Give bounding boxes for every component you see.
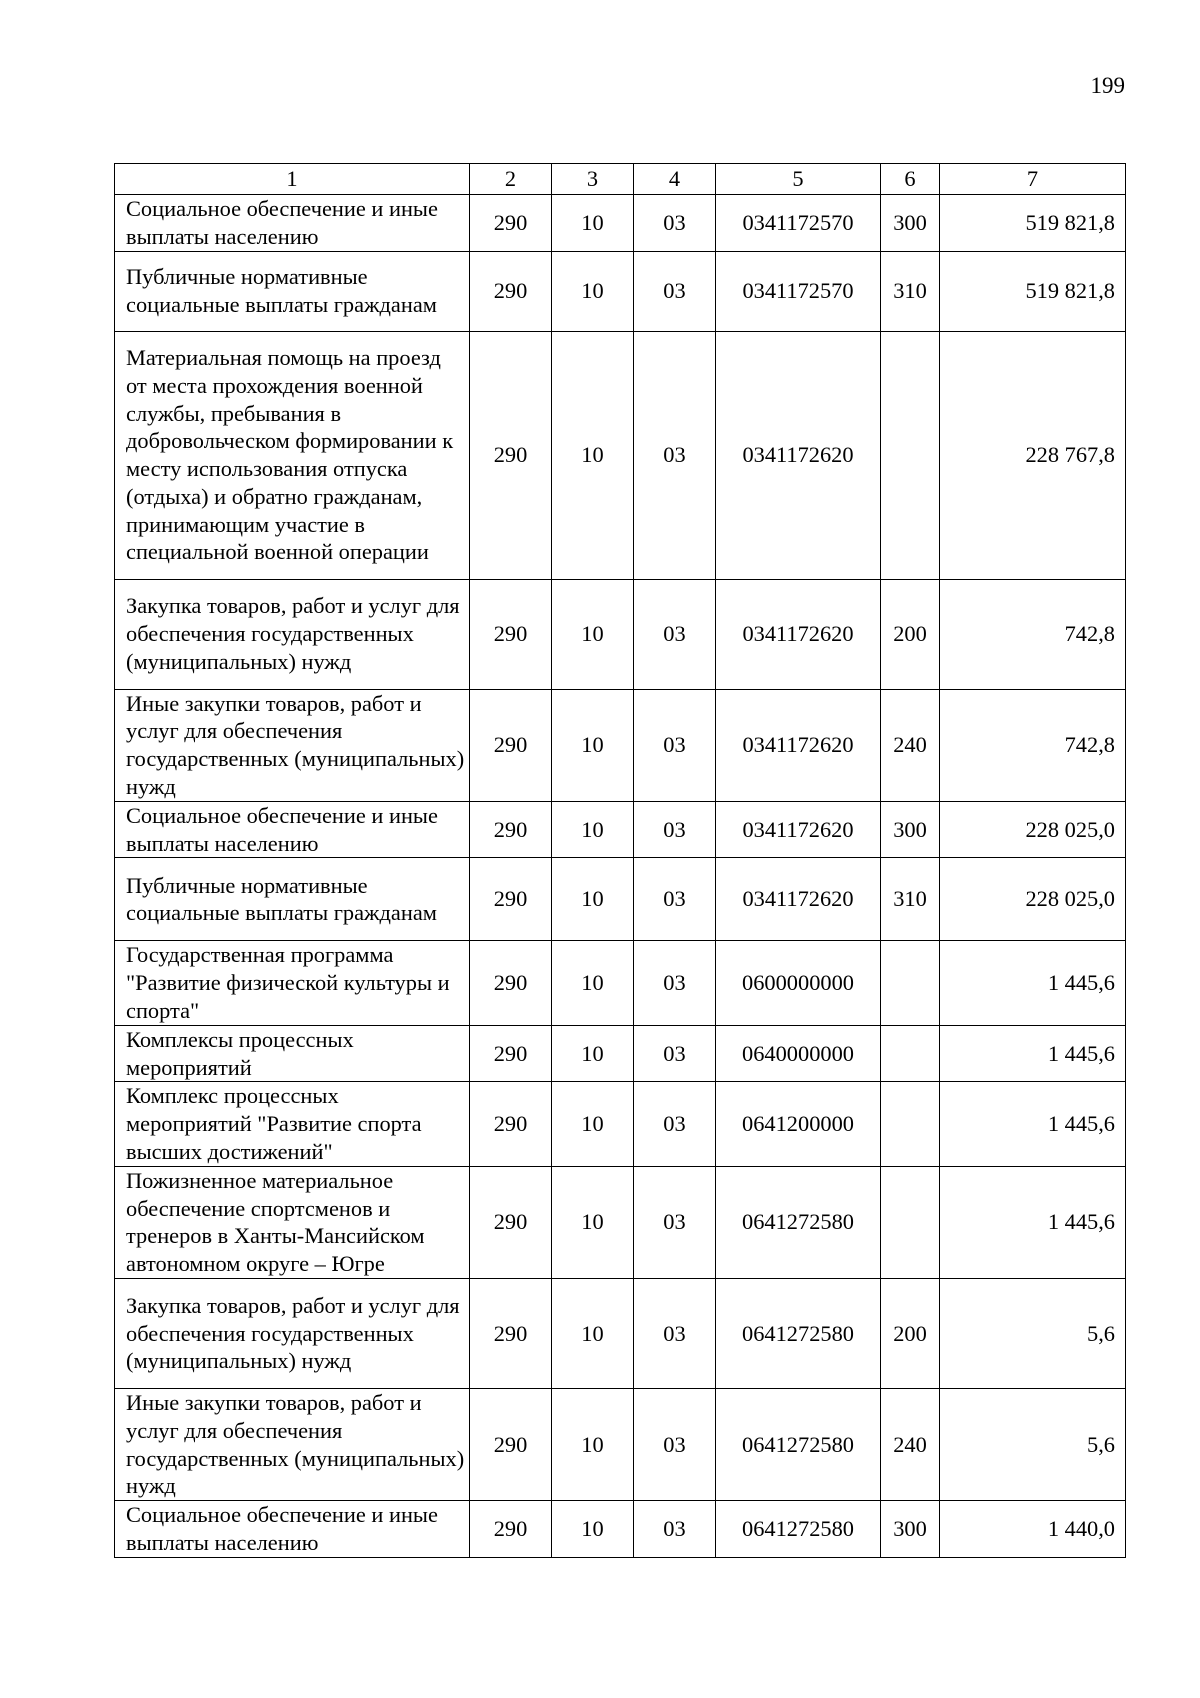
table-row [115,1278,1126,1388]
row-col-3: 10 [552,858,634,941]
row-col-2: 290 [470,251,552,331]
row-col-3: 10 [552,1166,634,1278]
row-col-4: 03 [634,689,716,801]
table-row [115,251,1126,331]
row-col-5: 0640000000 [716,1025,881,1082]
row-name: Публичные нормативные социальные выплаты гражданам [115,251,470,331]
table-row [115,1501,1126,1558]
row-col-5: 0341172620 [716,689,881,801]
row-col-5: 0341172620 [716,331,881,579]
row-col-5: 0641272580 [716,1166,881,1278]
column-header-4: 4 [634,164,716,195]
table-row [115,1166,1126,1278]
row-name: Закупка товаров, работ и услуг для обеспечения государственных (муниципальных) нужд [115,579,470,689]
row-col-6 [881,1082,940,1166]
row-name: Пожизненное материальное обеспечение спортсменов и тренеров в Ханты-Мансийском автономном округе – Югре [115,1166,470,1278]
row-col-6: 240 [881,689,940,801]
column-header-1: 1 [115,164,470,195]
row-name: Материальная помощь на проезд от места прохождения военной службы, пребывания в добровольческом формировании к месту использования отпуска (отдыха) и обратно гражданам, принимающим участие в специальной военной операции [115,331,470,579]
column-header-7: 7 [940,164,1126,195]
row-name: Социальное обеспечение и иные выплаты населению [115,1501,470,1558]
row-col-2: 290 [470,331,552,579]
row-col-6: 300 [881,195,940,252]
row-amount: 742,8 [940,579,1126,689]
row-amount: 1 445,6 [940,1082,1126,1166]
row-col-3: 10 [552,941,634,1025]
row-amount: 1 445,6 [940,1166,1126,1278]
row-col-4: 03 [634,1025,716,1082]
row-col-3: 10 [552,251,634,331]
row-col-4: 03 [634,251,716,331]
row-col-2: 290 [470,1388,552,1500]
row-col-4: 03 [634,331,716,579]
row-col-4: 03 [634,1388,716,1500]
row-amount: 519 821,8 [940,195,1126,252]
row-col-5: 0641272580 [716,1278,881,1388]
row-col-2: 290 [470,941,552,1025]
table-row [115,689,1126,801]
table-row [115,579,1126,689]
page-number: 199 [1090,73,1125,98]
row-col-3: 10 [552,1388,634,1500]
row-col-2: 290 [470,858,552,941]
column-header-3: 3 [552,164,634,195]
row-col-6 [881,941,940,1025]
row-col-2: 290 [470,801,552,858]
row-col-5: 0341172570 [716,251,881,331]
row-col-5: 0641272580 [716,1501,881,1558]
row-col-6: 300 [881,801,940,858]
row-col-6: 240 [881,1388,940,1500]
table-header-row [115,164,1126,195]
row-col-4: 03 [634,1166,716,1278]
row-col-3: 10 [552,1501,634,1558]
row-amount: 228 025,0 [940,858,1126,941]
row-col-5: 0600000000 [716,941,881,1025]
row-col-2: 290 [470,1501,552,1558]
column-header-2: 2 [470,164,552,195]
row-col-3: 10 [552,331,634,579]
row-amount: 519 821,8 [940,251,1126,331]
table-row [115,1388,1126,1500]
row-col-6: 310 [881,858,940,941]
budget-table [114,163,1126,1558]
table-row [115,331,1126,579]
row-col-3: 10 [552,801,634,858]
row-name: Комплексы процессных мероприятий [115,1025,470,1082]
row-col-5: 0341172620 [716,801,881,858]
row-col-3: 10 [552,1082,634,1166]
table-row [115,941,1126,1025]
row-col-6: 200 [881,579,940,689]
row-name: Комплекс процессных мероприятий "Развитие спорта высших достижений" [115,1082,470,1166]
column-header-6: 6 [881,164,940,195]
table-row [115,1082,1126,1166]
row-col-2: 290 [470,1082,552,1166]
row-name: Публичные нормативные социальные выплаты гражданам [115,858,470,941]
row-amount: 1 445,6 [940,1025,1126,1082]
row-col-4: 03 [634,1501,716,1558]
row-col-2: 290 [470,1278,552,1388]
row-col-2: 290 [470,579,552,689]
table-row [115,1025,1126,1082]
row-col-3: 10 [552,579,634,689]
table-row [115,195,1126,252]
row-name: Иные закупки товаров, работ и услуг для обеспечения государственных (муниципальных) нужд [115,689,470,801]
row-col-6: 200 [881,1278,940,1388]
row-col-4: 03 [634,1278,716,1388]
row-col-6 [881,331,940,579]
row-col-4: 03 [634,1082,716,1166]
row-amount: 742,8 [940,689,1126,801]
row-amount: 228 025,0 [940,801,1126,858]
row-col-5: 0341172570 [716,195,881,252]
row-col-3: 10 [552,689,634,801]
row-name: Государственная программа "Развитие физической культуры и спорта" [115,941,470,1025]
row-amount: 1 445,6 [940,941,1126,1025]
row-col-4: 03 [634,801,716,858]
table-row [115,858,1126,941]
row-name: Социальное обеспечение и иные выплаты населению [115,195,470,252]
row-col-5: 0341172620 [716,858,881,941]
row-col-2: 290 [470,689,552,801]
row-col-6 [881,1166,940,1278]
row-col-6 [881,1025,940,1082]
row-col-4: 03 [634,941,716,1025]
row-col-6: 300 [881,1501,940,1558]
row-col-2: 290 [470,1166,552,1278]
row-col-3: 10 [552,195,634,252]
row-name: Социальное обеспечение и иные выплаты населению [115,801,470,858]
row-col-4: 03 [634,858,716,941]
row-col-4: 03 [634,579,716,689]
row-amount: 5,6 [940,1278,1126,1388]
row-col-6: 310 [881,251,940,331]
row-col-3: 10 [552,1025,634,1082]
row-amount: 1 440,0 [940,1501,1126,1558]
row-col-2: 290 [470,1025,552,1082]
row-col-5: 0641200000 [716,1082,881,1166]
row-col-3: 10 [552,1278,634,1388]
row-col-4: 03 [634,195,716,252]
row-amount: 228 767,8 [940,331,1126,579]
row-amount: 5,6 [940,1388,1126,1500]
row-col-2: 290 [470,195,552,252]
column-header-5: 5 [716,164,881,195]
row-name: Иные закупки товаров, работ и услуг для обеспечения государственных (муниципальных) нужд [115,1388,470,1500]
row-name: Закупка товаров, работ и услуг для обеспечения государственных (муниципальных) нужд [115,1278,470,1388]
row-col-5: 0641272580 [716,1388,881,1500]
table-row [115,801,1126,858]
row-col-5: 0341172620 [716,579,881,689]
